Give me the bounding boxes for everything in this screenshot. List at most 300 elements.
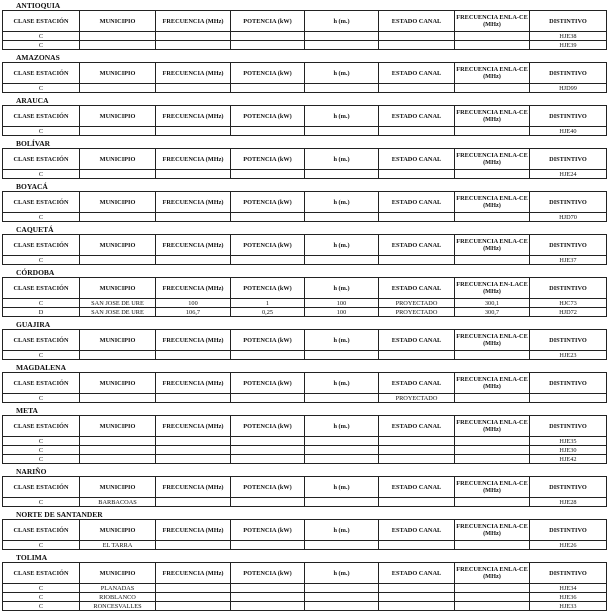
table-row [3, 351, 607, 360]
column-header-potencia: POTENCIA (kW) [231, 278, 305, 299]
stations-table [2, 277, 607, 317]
cell-potencia [231, 541, 305, 550]
column-header-distintivo: DISTINTIVO [530, 278, 607, 299]
column-header-frecuencia: FRECUENCIA (MHz) [156, 477, 231, 498]
cell-enlace [455, 455, 530, 464]
cell-clase: C [3, 541, 80, 550]
cell-clase: D [3, 308, 80, 317]
column-header-potencia: POTENCIA (kW) [231, 373, 305, 394]
cell-h [305, 602, 379, 611]
cell-h: 100 [305, 299, 379, 308]
cell-distintivo: HJE36 [530, 593, 607, 602]
table-row [3, 394, 607, 403]
column-header-estado: ESTADO CANAL [379, 106, 455, 127]
cell-potencia [231, 41, 305, 50]
stations-table [2, 191, 607, 222]
cell-frecuencia [156, 498, 231, 507]
column-header-municipio: MUNICIPIO [80, 63, 156, 84]
cell-estado [379, 127, 455, 136]
region-section [2, 267, 606, 319]
column-header-enlace: FRECUENCIA ENLA-CE (MHz) [455, 563, 530, 584]
table-row [3, 256, 607, 265]
header-row [3, 278, 607, 299]
column-header-municipio: MUNICIPIO [80, 235, 156, 256]
column-header-potencia: POTENCIA (kW) [231, 11, 305, 32]
table-row [3, 213, 607, 222]
column-header-potencia: POTENCIA (kW) [231, 63, 305, 84]
stations-table [2, 62, 607, 93]
cell-estado: PROYECTADO [379, 299, 455, 308]
cell-frecuencia [156, 213, 231, 222]
column-header-distintivo: DISTINTIVO [530, 149, 607, 170]
column-header-municipio: MUNICIPIO [80, 563, 156, 584]
cell-estado: PROYECTADO [379, 308, 455, 317]
column-header-h: h (m.) [305, 11, 379, 32]
cell-municipio [80, 394, 156, 403]
cell-estado [379, 351, 455, 360]
column-header-clase: CLASE ESTACIÓN [3, 149, 80, 170]
cell-enlace [455, 541, 530, 550]
column-header-clase: CLASE ESTACIÓN [3, 235, 80, 256]
column-header-municipio: MUNICIPIO [80, 192, 156, 213]
column-header-distintivo: DISTINTIVO [530, 373, 607, 394]
cell-distintivo: HJC73 [530, 299, 607, 308]
region-title: CÓRDOBA [16, 268, 55, 277]
region-section [2, 95, 606, 138]
table-row [3, 170, 607, 179]
column-header-frecuencia: FRECUENCIA (MHz) [156, 149, 231, 170]
cell-h [305, 455, 379, 464]
column-header-enlace: FRECUENCIA ENLA-CE (MHz) [455, 416, 530, 437]
column-header-enlace: FRECUENCIA ENLA-CE (MHz) [455, 11, 530, 32]
cell-frecuencia [156, 541, 231, 550]
column-header-frecuencia: FRECUENCIA (MHz) [156, 278, 231, 299]
cell-enlace [455, 351, 530, 360]
cell-h [305, 84, 379, 93]
stations-table [2, 234, 607, 265]
cell-frecuencia [156, 84, 231, 93]
column-header-clase: CLASE ESTACIÓN [3, 477, 80, 498]
cell-frecuencia [156, 256, 231, 265]
cell-distintivo: HJE30 [530, 446, 607, 455]
table-row [3, 446, 607, 455]
column-header-h: h (m.) [305, 278, 379, 299]
region-title: BOYACÁ [16, 182, 48, 191]
column-header-distintivo: DISTINTIVO [530, 477, 607, 498]
region-title: NARIÑO [16, 467, 47, 476]
cell-h: 100 [305, 308, 379, 317]
column-header-potencia: POTENCIA (kW) [231, 477, 305, 498]
column-header-potencia: POTENCIA (kW) [231, 192, 305, 213]
cell-frecuencia [156, 127, 231, 136]
cell-distintivo: HJE34 [530, 584, 607, 593]
column-header-distintivo: DISTINTIVO [530, 235, 607, 256]
column-header-estado: ESTADO CANAL [379, 192, 455, 213]
column-header-h: h (m.) [305, 235, 379, 256]
column-header-frecuencia: FRECUENCIA (MHz) [156, 373, 231, 394]
column-header-estado: ESTADO CANAL [379, 63, 455, 84]
cell-enlace [455, 256, 530, 265]
column-header-estado: ESTADO CANAL [379, 235, 455, 256]
column-header-clase: CLASE ESTACIÓN [3, 192, 80, 213]
header-row [3, 563, 607, 584]
column-header-frecuencia: FRECUENCIA (MHz) [156, 416, 231, 437]
column-header-municipio: MUNICIPIO [80, 477, 156, 498]
column-header-potencia: POTENCIA (kW) [231, 235, 305, 256]
cell-frecuencia [156, 584, 231, 593]
header-row [3, 330, 607, 351]
cell-clase: C [3, 256, 80, 265]
cell-potencia [231, 437, 305, 446]
column-header-clase: CLASE ESTACIÓN [3, 563, 80, 584]
cell-clase: C [3, 394, 80, 403]
cell-clase: C [3, 498, 80, 507]
column-header-h: h (m.) [305, 192, 379, 213]
cell-estado: PROYECTADO [379, 394, 455, 403]
cell-enlace [455, 32, 530, 41]
stations-table [2, 105, 607, 136]
column-header-clase: CLASE ESTACIÓN [3, 330, 80, 351]
cell-enlace [455, 437, 530, 446]
column-header-h: h (m.) [305, 63, 379, 84]
column-header-enlace: FRECUENCIA ENLA-CE (MHz) [455, 192, 530, 213]
column-header-frecuencia: FRECUENCIA (MHz) [156, 63, 231, 84]
column-header-h: h (m.) [305, 149, 379, 170]
stations-table [2, 329, 607, 360]
cell-h [305, 41, 379, 50]
cell-potencia [231, 351, 305, 360]
cell-estado [379, 584, 455, 593]
header-row [3, 373, 607, 394]
region-title: TOLIMA [16, 553, 48, 562]
column-header-municipio: MUNICIPIO [80, 11, 156, 32]
column-header-estado: ESTADO CANAL [379, 416, 455, 437]
cell-enlace [455, 41, 530, 50]
cell-estado [379, 213, 455, 222]
table-row [3, 299, 607, 308]
cell-distintivo: HJE28 [530, 498, 607, 507]
table-row [3, 584, 607, 593]
column-header-potencia: POTENCIA (kW) [231, 149, 305, 170]
header-row [3, 235, 607, 256]
cell-frecuencia [156, 394, 231, 403]
column-header-distintivo: DISTINTIVO [530, 520, 607, 541]
column-header-enlace: FRECUENCIA ENLA-CE (MHz) [455, 149, 530, 170]
cell-distintivo: HJE33 [530, 602, 607, 611]
column-header-frecuencia: FRECUENCIA (MHz) [156, 11, 231, 32]
cell-potencia [231, 584, 305, 593]
column-header-h: h (m.) [305, 563, 379, 584]
cell-distintivo: HJE23 [530, 351, 607, 360]
header-row [3, 477, 607, 498]
column-header-distintivo: DISTINTIVO [530, 330, 607, 351]
column-header-municipio: MUNICIPIO [80, 106, 156, 127]
table-row [3, 32, 607, 41]
cell-estado [379, 593, 455, 602]
cell-clase: C [3, 32, 80, 41]
table-row [3, 127, 607, 136]
cell-enlace [455, 127, 530, 136]
document-page [2, 0, 606, 613]
column-header-frecuencia: FRECUENCIA (MHz) [156, 563, 231, 584]
cell-estado [379, 541, 455, 550]
cell-h [305, 170, 379, 179]
cell-enlace: 300,1 [455, 299, 530, 308]
cell-enlace: 300,7 [455, 308, 530, 317]
cell-potencia [231, 256, 305, 265]
cell-h [305, 32, 379, 41]
table-row [3, 308, 607, 317]
cell-municipio: BARBACOAS [80, 498, 156, 507]
cell-municipio [80, 446, 156, 455]
cell-clase: C [3, 602, 80, 611]
column-header-enlace: FRECUENCIA ENLA-CE (MHz) [455, 330, 530, 351]
region-title: GUAJIRA [16, 320, 51, 329]
cell-municipio [80, 455, 156, 464]
column-header-enlace: FRECUENCIA ENLA-CE (MHz) [455, 520, 530, 541]
column-header-municipio: MUNICIPIO [80, 416, 156, 437]
cell-clase: C [3, 170, 80, 179]
cell-municipio: SAN JOSE DE URE [80, 299, 156, 308]
column-header-h: h (m.) [305, 106, 379, 127]
cell-clase: C [3, 437, 80, 446]
column-header-h: h (m.) [305, 373, 379, 394]
stations-table [2, 372, 607, 403]
cell-potencia [231, 593, 305, 602]
cell-potencia: 0,25 [231, 308, 305, 317]
cell-clase: C [3, 584, 80, 593]
cell-h [305, 213, 379, 222]
cell-h [305, 498, 379, 507]
cell-municipio [80, 437, 156, 446]
cell-enlace [455, 584, 530, 593]
column-header-clase: CLASE ESTACIÓN [3, 11, 80, 32]
column-header-enlace: FRECUENCIA ENLA-CE (MHz) [455, 373, 530, 394]
cell-distintivo: HJE24 [530, 170, 607, 179]
cell-clase: C [3, 446, 80, 455]
column-header-estado: ESTADO CANAL [379, 373, 455, 394]
cell-distintivo: HJE42 [530, 455, 607, 464]
table-row [3, 602, 607, 611]
table-row [3, 437, 607, 446]
cell-distintivo: HJE35 [530, 437, 607, 446]
column-header-distintivo: DISTINTIVO [530, 63, 607, 84]
cell-potencia [231, 394, 305, 403]
column-header-estado: ESTADO CANAL [379, 330, 455, 351]
cell-clase: C [3, 299, 80, 308]
cell-clase: C [3, 213, 80, 222]
cell-distintivo: HJD99 [530, 84, 607, 93]
column-header-municipio: MUNICIPIO [80, 330, 156, 351]
cell-potencia [231, 32, 305, 41]
column-header-h: h (m.) [305, 477, 379, 498]
cell-h [305, 584, 379, 593]
table-row [3, 41, 607, 50]
column-header-h: h (m.) [305, 330, 379, 351]
column-header-municipio: MUNICIPIO [80, 278, 156, 299]
stations-table [2, 148, 607, 179]
header-row [3, 11, 607, 32]
column-header-potencia: POTENCIA (kW) [231, 563, 305, 584]
column-header-municipio: MUNICIPIO [80, 520, 156, 541]
column-header-potencia: POTENCIA (kW) [231, 520, 305, 541]
column-header-distintivo: DISTINTIVO [530, 11, 607, 32]
column-header-estado: ESTADO CANAL [379, 11, 455, 32]
cell-municipio [80, 41, 156, 50]
header-row [3, 106, 607, 127]
column-header-distintivo: DISTINTIVO [530, 106, 607, 127]
cell-municipio [80, 351, 156, 360]
column-header-distintivo: DISTINTIVO [530, 192, 607, 213]
stations-table [2, 10, 607, 50]
cell-municipio: SAN JOSE DE URE [80, 308, 156, 317]
column-header-enlace: FRECUENCIA EN-LACE (MHz) [455, 278, 530, 299]
region-section [2, 405, 606, 466]
region-section [2, 509, 606, 552]
region-section [2, 319, 606, 362]
cell-municipio [80, 213, 156, 222]
cell-municipio: RIOBLANCO [80, 593, 156, 602]
column-header-municipio: MUNICIPIO [80, 149, 156, 170]
cell-distintivo: HJE37 [530, 256, 607, 265]
cell-clase: C [3, 127, 80, 136]
cell-h [305, 351, 379, 360]
cell-enlace [455, 593, 530, 602]
region-section [2, 181, 606, 224]
column-header-potencia: POTENCIA (kW) [231, 106, 305, 127]
cell-frecuencia [156, 170, 231, 179]
cell-potencia [231, 602, 305, 611]
cell-municipio [80, 256, 156, 265]
cell-municipio [80, 170, 156, 179]
cell-estado [379, 256, 455, 265]
cell-frecuencia [156, 593, 231, 602]
region-title: NORTE DE SANTANDER [16, 510, 103, 519]
stations-table [2, 562, 607, 611]
cell-estado [379, 455, 455, 464]
table-row [3, 455, 607, 464]
cell-h [305, 127, 379, 136]
cell-enlace [455, 446, 530, 455]
cell-frecuencia [156, 446, 231, 455]
cell-frecuencia [156, 41, 231, 50]
region-section [2, 0, 606, 52]
cell-enlace [455, 170, 530, 179]
cell-estado [379, 41, 455, 50]
cell-frecuencia [156, 351, 231, 360]
region-title: CAQUETÁ [16, 225, 54, 234]
table-row [3, 84, 607, 93]
cell-estado [379, 602, 455, 611]
column-header-estado: ESTADO CANAL [379, 278, 455, 299]
cell-distintivo: HJE38 [530, 32, 607, 41]
cell-clase: C [3, 455, 80, 464]
cell-distintivo: HJD72 [530, 308, 607, 317]
cell-estado [379, 170, 455, 179]
region-title: ANTIOQUIA [16, 1, 61, 10]
cell-enlace [455, 394, 530, 403]
header-row [3, 63, 607, 84]
cell-potencia [231, 455, 305, 464]
cell-municipio: PLANADAS [80, 584, 156, 593]
column-header-distintivo: DISTINTIVO [530, 416, 607, 437]
column-header-clase: CLASE ESTACIÓN [3, 416, 80, 437]
cell-frecuencia: 106,7 [156, 308, 231, 317]
column-header-frecuencia: FRECUENCIA (MHz) [156, 520, 231, 541]
column-header-clase: CLASE ESTACIÓN [3, 63, 80, 84]
cell-distintivo: HJD70 [530, 213, 607, 222]
cell-enlace [455, 84, 530, 93]
cell-municipio [80, 32, 156, 41]
cell-clase: C [3, 84, 80, 93]
column-header-frecuencia: FRECUENCIA (MHz) [156, 235, 231, 256]
column-header-frecuencia: FRECUENCIA (MHz) [156, 330, 231, 351]
cell-potencia: 1 [231, 299, 305, 308]
cell-enlace [455, 213, 530, 222]
column-header-frecuencia: FRECUENCIA (MHz) [156, 106, 231, 127]
cell-frecuencia: 100 [156, 299, 231, 308]
region-section [2, 362, 606, 405]
cell-potencia [231, 498, 305, 507]
column-header-frecuencia: FRECUENCIA (MHz) [156, 192, 231, 213]
cell-clase: C [3, 351, 80, 360]
column-header-estado: ESTADO CANAL [379, 520, 455, 541]
header-row [3, 520, 607, 541]
cell-enlace [455, 498, 530, 507]
cell-clase: C [3, 593, 80, 602]
region-section [2, 52, 606, 95]
cell-h [305, 593, 379, 602]
stations-table [2, 519, 607, 550]
cell-h [305, 394, 379, 403]
cell-potencia [231, 84, 305, 93]
column-header-clase: CLASE ESTACIÓN [3, 373, 80, 394]
column-header-enlace: FRECUENCIA ENLA-CE (MHz) [455, 477, 530, 498]
column-header-estado: ESTADO CANAL [379, 563, 455, 584]
cell-h [305, 256, 379, 265]
table-row [3, 541, 607, 550]
cell-frecuencia [156, 602, 231, 611]
cell-distintivo [530, 394, 607, 403]
cell-frecuencia [156, 437, 231, 446]
column-header-clase: CLASE ESTACIÓN [3, 520, 80, 541]
cell-estado [379, 437, 455, 446]
region-title: AMAZONAS [16, 53, 60, 62]
cell-municipio [80, 127, 156, 136]
column-header-h: h (m.) [305, 520, 379, 541]
stations-table [2, 415, 607, 464]
column-header-clase: CLASE ESTACIÓN [3, 278, 80, 299]
region-section [2, 552, 606, 613]
cell-distintivo: HJE40 [530, 127, 607, 136]
column-header-clase: CLASE ESTACIÓN [3, 106, 80, 127]
cell-municipio: RONCESVALLES [80, 602, 156, 611]
cell-potencia [231, 127, 305, 136]
cell-frecuencia [156, 32, 231, 41]
column-header-enlace: FRECUENCIA ENLA-CE (MHz) [455, 106, 530, 127]
column-header-h: h (m.) [305, 416, 379, 437]
header-row [3, 416, 607, 437]
region-section [2, 224, 606, 267]
cell-potencia [231, 170, 305, 179]
table-row [3, 498, 607, 507]
cell-h [305, 437, 379, 446]
column-header-municipio: MUNICIPIO [80, 373, 156, 394]
region-title: ARAUCA [16, 96, 49, 105]
stations-table [2, 476, 607, 507]
cell-h [305, 541, 379, 550]
column-header-estado: ESTADO CANAL [379, 149, 455, 170]
